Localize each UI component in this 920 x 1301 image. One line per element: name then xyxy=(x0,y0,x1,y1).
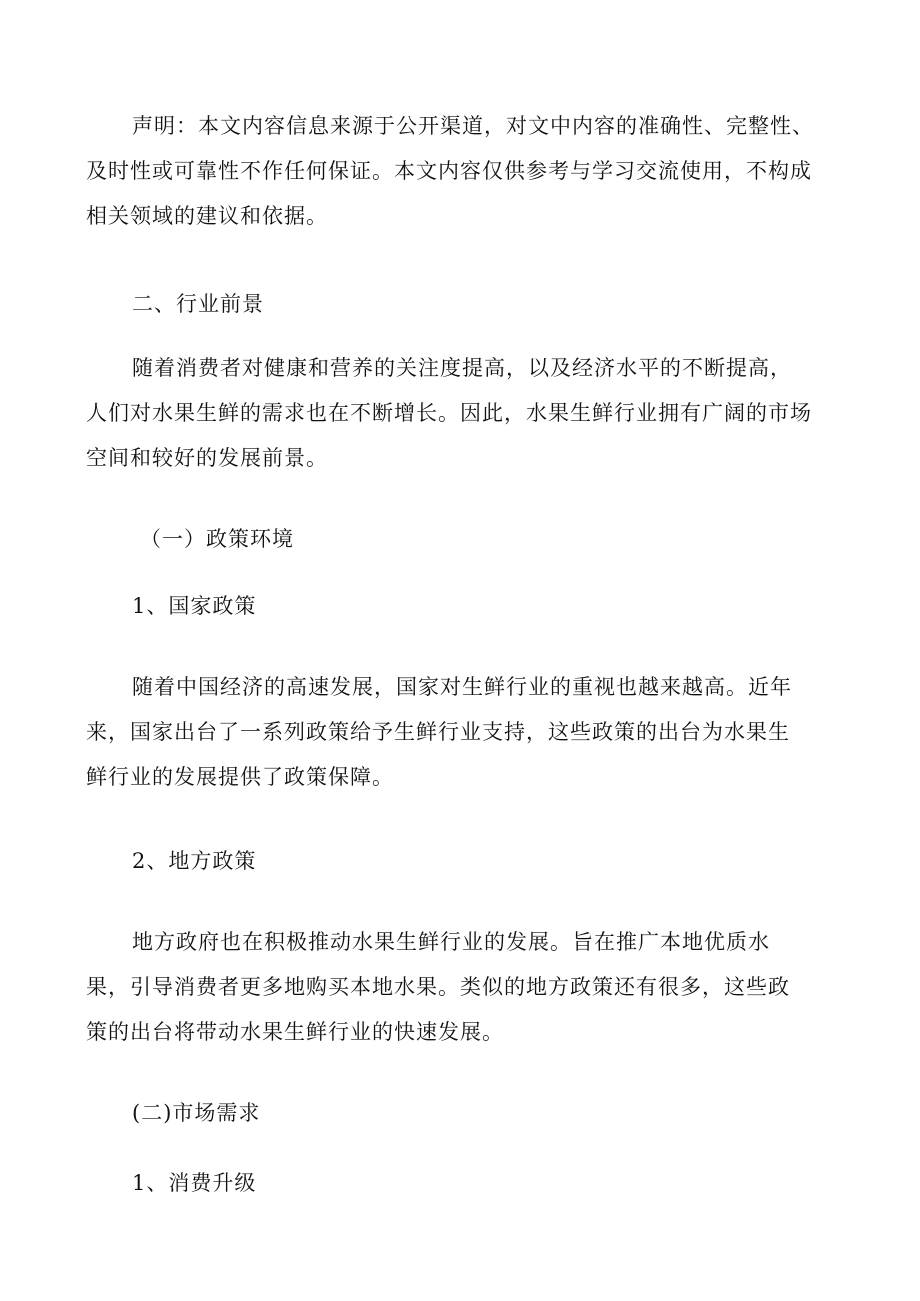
paragraph-line: 声明：本文内容信息来源于公开渠道，对文中内容的准确性、完整性、 xyxy=(132,114,814,138)
section-intro-paragraph xyxy=(86,346,838,481)
paragraph-line: 策的出台将带动水果生鲜行业的快速发展。 xyxy=(86,1020,504,1044)
item-body-paragraph xyxy=(86,665,838,800)
paragraph-line: 地方政府也在积极推动水果生鲜行业的发展。旨在推广本地优质水 xyxy=(132,930,770,954)
paragraph-line: 空间和较好的发展前景。 xyxy=(86,446,328,470)
paragraph-line: 相关领域的建议和依据。 xyxy=(86,204,328,228)
item-title: 1、消费升级 xyxy=(132,1171,257,1195)
paragraph-line: 鲜行业的发展提供了政策保障。 xyxy=(86,765,394,789)
paragraph-line: 果，引导消费者更多地购买本地水果。类似的地方政策还有很多，这些政 xyxy=(86,975,790,999)
item-body-paragraph xyxy=(86,920,838,1055)
section-title: 二、行业前景 xyxy=(132,292,264,316)
subsection-title: (二)市场需求 xyxy=(132,1101,261,1125)
disclaimer-paragraph xyxy=(86,104,838,239)
paragraph-line: 人们对水果生鲜的需求也在不断增长。因此，水果生鲜行业拥有广阔的市场 xyxy=(86,401,812,425)
paragraph-line: 来，国家出台了一系列政策给予生鲜行业支持，这些政策的出台为水果生 xyxy=(86,720,790,744)
subsection-title: （一）政策环境 xyxy=(140,527,294,551)
paragraph-line: 随着消费者对健康和营养的关注度提高，以及经济水平的不断提高， xyxy=(132,356,792,380)
item-title: 2、地方政策 xyxy=(132,849,257,873)
paragraph-line: 及时性或可靠性不作任何保证。本文内容仅供参考与学习交流使用，不构成 xyxy=(86,159,812,183)
item-title: 1、国家政策 xyxy=(132,594,257,618)
paragraph-line: 随着中国经济的高速发展，国家对生鲜行业的重视也越来越高。近年 xyxy=(132,675,792,699)
